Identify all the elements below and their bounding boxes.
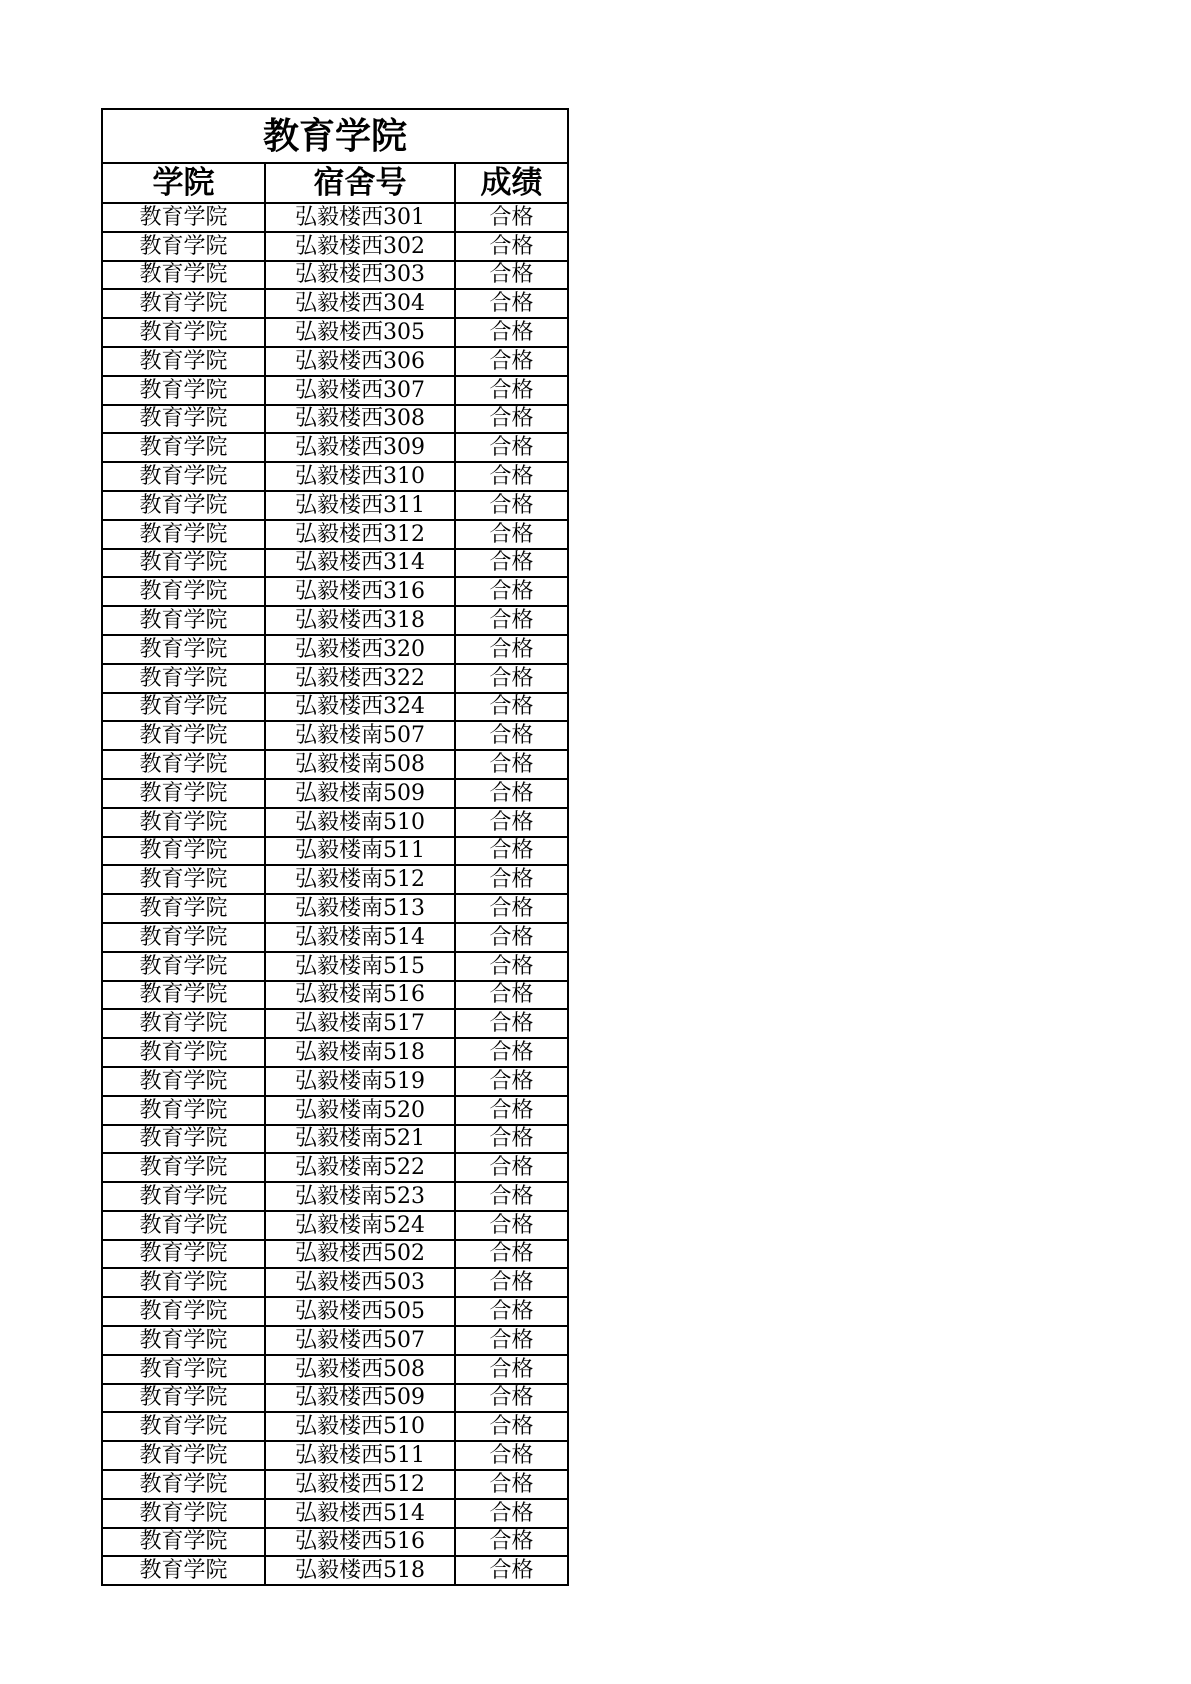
cell-dorm-number: 弘毅楼西302 (265, 232, 455, 261)
cell-dorm-number: 弘毅楼西311 (265, 491, 455, 520)
cell-dorm-number: 弘毅楼南523 (265, 1182, 455, 1211)
cell-grade: 合格 (455, 1297, 568, 1326)
table-row (102, 606, 568, 635)
table-row (102, 923, 568, 952)
cell-dorm-number: 弘毅楼西324 (265, 693, 455, 722)
cell-college: 教育学院 (102, 693, 265, 722)
table-row (102, 261, 568, 290)
table-row (102, 865, 568, 894)
cell-grade: 合格 (455, 1153, 568, 1182)
cell-college: 教育学院 (102, 289, 265, 318)
cell-college: 教育学院 (102, 318, 265, 347)
cell-college: 教育学院 (102, 405, 265, 434)
cell-grade: 合格 (455, 1499, 568, 1528)
cell-college: 教育学院 (102, 1009, 265, 1038)
cell-grade: 合格 (455, 203, 568, 232)
cell-college: 教育学院 (102, 1153, 265, 1182)
cell-grade: 合格 (455, 376, 568, 405)
cell-dorm-number: 弘毅楼西314 (265, 549, 455, 578)
table-row (102, 549, 568, 578)
cell-grade: 合格 (455, 664, 568, 693)
cell-grade: 合格 (455, 577, 568, 606)
table-row (102, 203, 568, 232)
cell-grade: 合格 (455, 405, 568, 434)
cell-grade: 合格 (455, 1470, 568, 1499)
cell-grade: 合格 (455, 1240, 568, 1269)
table-row (102, 1067, 568, 1096)
cell-college: 教育学院 (102, 635, 265, 664)
cell-grade: 合格 (455, 1211, 568, 1240)
cell-college: 教育学院 (102, 923, 265, 952)
cell-college: 教育学院 (102, 1211, 265, 1240)
cell-dorm-number: 弘毅楼西303 (265, 261, 455, 290)
cell-college: 教育学院 (102, 1412, 265, 1441)
cell-dorm-number: 弘毅楼西309 (265, 433, 455, 462)
table-row (102, 1355, 568, 1384)
cell-dorm-number: 弘毅楼西503 (265, 1268, 455, 1297)
cell-grade: 合格 (455, 1528, 568, 1557)
cell-grade: 合格 (455, 1326, 568, 1355)
cell-dorm-number: 弘毅楼南516 (265, 981, 455, 1010)
cell-college: 教育学院 (102, 1240, 265, 1269)
cell-college: 教育学院 (102, 1556, 265, 1585)
table-row (102, 1211, 568, 1240)
cell-dorm-number: 弘毅楼南514 (265, 923, 455, 952)
cell-college: 教育学院 (102, 808, 265, 837)
table-row (102, 750, 568, 779)
cell-dorm-number: 弘毅楼南508 (265, 750, 455, 779)
cell-college: 教育学院 (102, 520, 265, 549)
cell-dorm-number: 弘毅楼西502 (265, 1240, 455, 1269)
cell-college: 教育学院 (102, 1528, 265, 1557)
cell-dorm-number: 弘毅楼西508 (265, 1355, 455, 1384)
table-row (102, 1153, 568, 1182)
cell-grade: 合格 (455, 347, 568, 376)
table-row (102, 1297, 568, 1326)
table-row (102, 462, 568, 491)
cell-grade: 合格 (455, 865, 568, 894)
cell-college: 教育学院 (102, 664, 265, 693)
cell-dorm-number: 弘毅楼南521 (265, 1125, 455, 1154)
cell-grade: 合格 (455, 520, 568, 549)
table-row (102, 837, 568, 866)
table-row (102, 376, 568, 405)
cell-grade: 合格 (455, 635, 568, 664)
table-row (102, 721, 568, 750)
header-college: 学院 (102, 163, 265, 203)
cell-dorm-number: 弘毅楼西307 (265, 376, 455, 405)
cell-dorm-number: 弘毅楼南513 (265, 894, 455, 923)
cell-college: 教育学院 (102, 1355, 265, 1384)
cell-college: 教育学院 (102, 779, 265, 808)
table-body (102, 203, 568, 1585)
cell-college: 教育学院 (102, 376, 265, 405)
table-title: 教育学院 (102, 109, 568, 163)
cell-dorm-number: 弘毅楼西316 (265, 577, 455, 606)
cell-dorm-number: 弘毅楼西509 (265, 1384, 455, 1413)
cell-college: 教育学院 (102, 721, 265, 750)
table-row (102, 1412, 568, 1441)
table-row (102, 1384, 568, 1413)
cell-college: 教育学院 (102, 577, 265, 606)
cell-dorm-number: 弘毅楼西507 (265, 1326, 455, 1355)
dormitory-table (101, 108, 569, 1586)
cell-dorm-number: 弘毅楼西322 (265, 664, 455, 693)
cell-grade: 合格 (455, 837, 568, 866)
cell-college: 教育学院 (102, 1038, 265, 1067)
cell-college: 教育学院 (102, 894, 265, 923)
cell-grade: 合格 (455, 952, 568, 981)
cell-dorm-number: 弘毅楼西320 (265, 635, 455, 664)
cell-college: 教育学院 (102, 549, 265, 578)
cell-dorm-number: 弘毅楼西304 (265, 289, 455, 318)
cell-dorm-number: 弘毅楼西306 (265, 347, 455, 376)
cell-dorm-number: 弘毅楼西510 (265, 1412, 455, 1441)
cell-grade: 合格 (455, 721, 568, 750)
cell-dorm-number: 弘毅楼南524 (265, 1211, 455, 1240)
cell-grade: 合格 (455, 1384, 568, 1413)
table-row (102, 664, 568, 693)
table-row (102, 635, 568, 664)
cell-dorm-number: 弘毅楼西511 (265, 1441, 455, 1470)
cell-grade: 合格 (455, 462, 568, 491)
cell-dorm-number: 弘毅楼南519 (265, 1067, 455, 1096)
header-row (102, 163, 568, 203)
cell-college: 教育学院 (102, 433, 265, 462)
table-row (102, 520, 568, 549)
cell-grade: 合格 (455, 1355, 568, 1384)
cell-college: 教育学院 (102, 952, 265, 981)
cell-college: 教育学院 (102, 1384, 265, 1413)
cell-college: 教育学院 (102, 1096, 265, 1125)
table-row (102, 952, 568, 981)
cell-grade: 合格 (455, 779, 568, 808)
table-row (102, 808, 568, 837)
cell-grade: 合格 (455, 606, 568, 635)
table-row (102, 433, 568, 462)
cell-dorm-number: 弘毅楼南517 (265, 1009, 455, 1038)
cell-dorm-number: 弘毅楼西318 (265, 606, 455, 635)
cell-grade: 合格 (455, 289, 568, 318)
table-row (102, 1556, 568, 1585)
cell-grade: 合格 (455, 549, 568, 578)
cell-college: 教育学院 (102, 606, 265, 635)
cell-college: 教育学院 (102, 837, 265, 866)
cell-dorm-number: 弘毅楼南509 (265, 779, 455, 808)
table-row (102, 491, 568, 520)
table-row (102, 1268, 568, 1297)
table-row (102, 405, 568, 434)
cell-college: 教育学院 (102, 203, 265, 232)
cell-grade: 合格 (455, 433, 568, 462)
cell-dorm-number: 弘毅楼南520 (265, 1096, 455, 1125)
cell-college: 教育学院 (102, 1067, 265, 1096)
cell-college: 教育学院 (102, 1441, 265, 1470)
cell-grade: 合格 (455, 1182, 568, 1211)
cell-dorm-number: 弘毅楼西505 (265, 1297, 455, 1326)
cell-dorm-number: 弘毅楼南515 (265, 952, 455, 981)
cell-dorm-number: 弘毅楼西514 (265, 1499, 455, 1528)
table-row (102, 318, 568, 347)
cell-grade: 合格 (455, 1067, 568, 1096)
cell-grade: 合格 (455, 1441, 568, 1470)
table-row (102, 232, 568, 261)
table-row (102, 347, 568, 376)
table-row (102, 1009, 568, 1038)
cell-dorm-number: 弘毅楼西301 (265, 203, 455, 232)
table-row (102, 577, 568, 606)
table-row (102, 1441, 568, 1470)
cell-grade: 合格 (455, 693, 568, 722)
table-row (102, 1125, 568, 1154)
cell-college: 教育学院 (102, 491, 265, 520)
header-dorm-number: 宿舍号 (265, 163, 455, 203)
cell-grade: 合格 (455, 1009, 568, 1038)
cell-college: 教育学院 (102, 1125, 265, 1154)
cell-dorm-number: 弘毅楼南507 (265, 721, 455, 750)
cell-dorm-number: 弘毅楼西308 (265, 405, 455, 434)
cell-college: 教育学院 (102, 865, 265, 894)
table-row (102, 1499, 568, 1528)
cell-college: 教育学院 (102, 462, 265, 491)
cell-grade: 合格 (455, 923, 568, 952)
cell-college: 教育学院 (102, 1499, 265, 1528)
cell-dorm-number: 弘毅楼西512 (265, 1470, 455, 1499)
table-row (102, 1528, 568, 1557)
table-row (102, 1240, 568, 1269)
cell-college: 教育学院 (102, 1268, 265, 1297)
table-row (102, 1182, 568, 1211)
cell-grade: 合格 (455, 491, 568, 520)
table-row (102, 289, 568, 318)
table-row (102, 981, 568, 1010)
table-row (102, 1038, 568, 1067)
cell-college: 教育学院 (102, 347, 265, 376)
cell-dorm-number: 弘毅楼南510 (265, 808, 455, 837)
cell-grade: 合格 (455, 981, 568, 1010)
cell-dorm-number: 弘毅楼南518 (265, 1038, 455, 1067)
table-row (102, 1326, 568, 1355)
cell-college: 教育学院 (102, 981, 265, 1010)
cell-dorm-number: 弘毅楼南512 (265, 865, 455, 894)
cell-dorm-number: 弘毅楼西516 (265, 1528, 455, 1557)
cell-dorm-number: 弘毅楼西518 (265, 1556, 455, 1585)
cell-grade: 合格 (455, 1125, 568, 1154)
cell-grade: 合格 (455, 1096, 568, 1125)
table-row (102, 1470, 568, 1499)
cell-college: 教育学院 (102, 1470, 265, 1499)
cell-grade: 合格 (455, 808, 568, 837)
cell-college: 教育学院 (102, 1182, 265, 1211)
cell-grade: 合格 (455, 318, 568, 347)
cell-dorm-number: 弘毅楼西310 (265, 462, 455, 491)
cell-grade: 合格 (455, 894, 568, 923)
cell-grade: 合格 (455, 261, 568, 290)
title-row (102, 109, 568, 163)
cell-college: 教育学院 (102, 261, 265, 290)
cell-college: 教育学院 (102, 750, 265, 779)
cell-dorm-number: 弘毅楼南522 (265, 1153, 455, 1182)
cell-grade: 合格 (455, 232, 568, 261)
header-grade: 成绩 (455, 163, 568, 203)
cell-grade: 合格 (455, 750, 568, 779)
table-row (102, 894, 568, 923)
cell-college: 教育学院 (102, 1326, 265, 1355)
table-row (102, 693, 568, 722)
cell-dorm-number: 弘毅楼西305 (265, 318, 455, 347)
cell-college: 教育学院 (102, 1297, 265, 1326)
cell-dorm-number: 弘毅楼西312 (265, 520, 455, 549)
cell-dorm-number: 弘毅楼南511 (265, 837, 455, 866)
cell-grade: 合格 (455, 1556, 568, 1585)
cell-grade: 合格 (455, 1412, 568, 1441)
table-row (102, 1096, 568, 1125)
cell-college: 教育学院 (102, 232, 265, 261)
table-row (102, 779, 568, 808)
cell-grade: 合格 (455, 1268, 568, 1297)
cell-grade: 合格 (455, 1038, 568, 1067)
